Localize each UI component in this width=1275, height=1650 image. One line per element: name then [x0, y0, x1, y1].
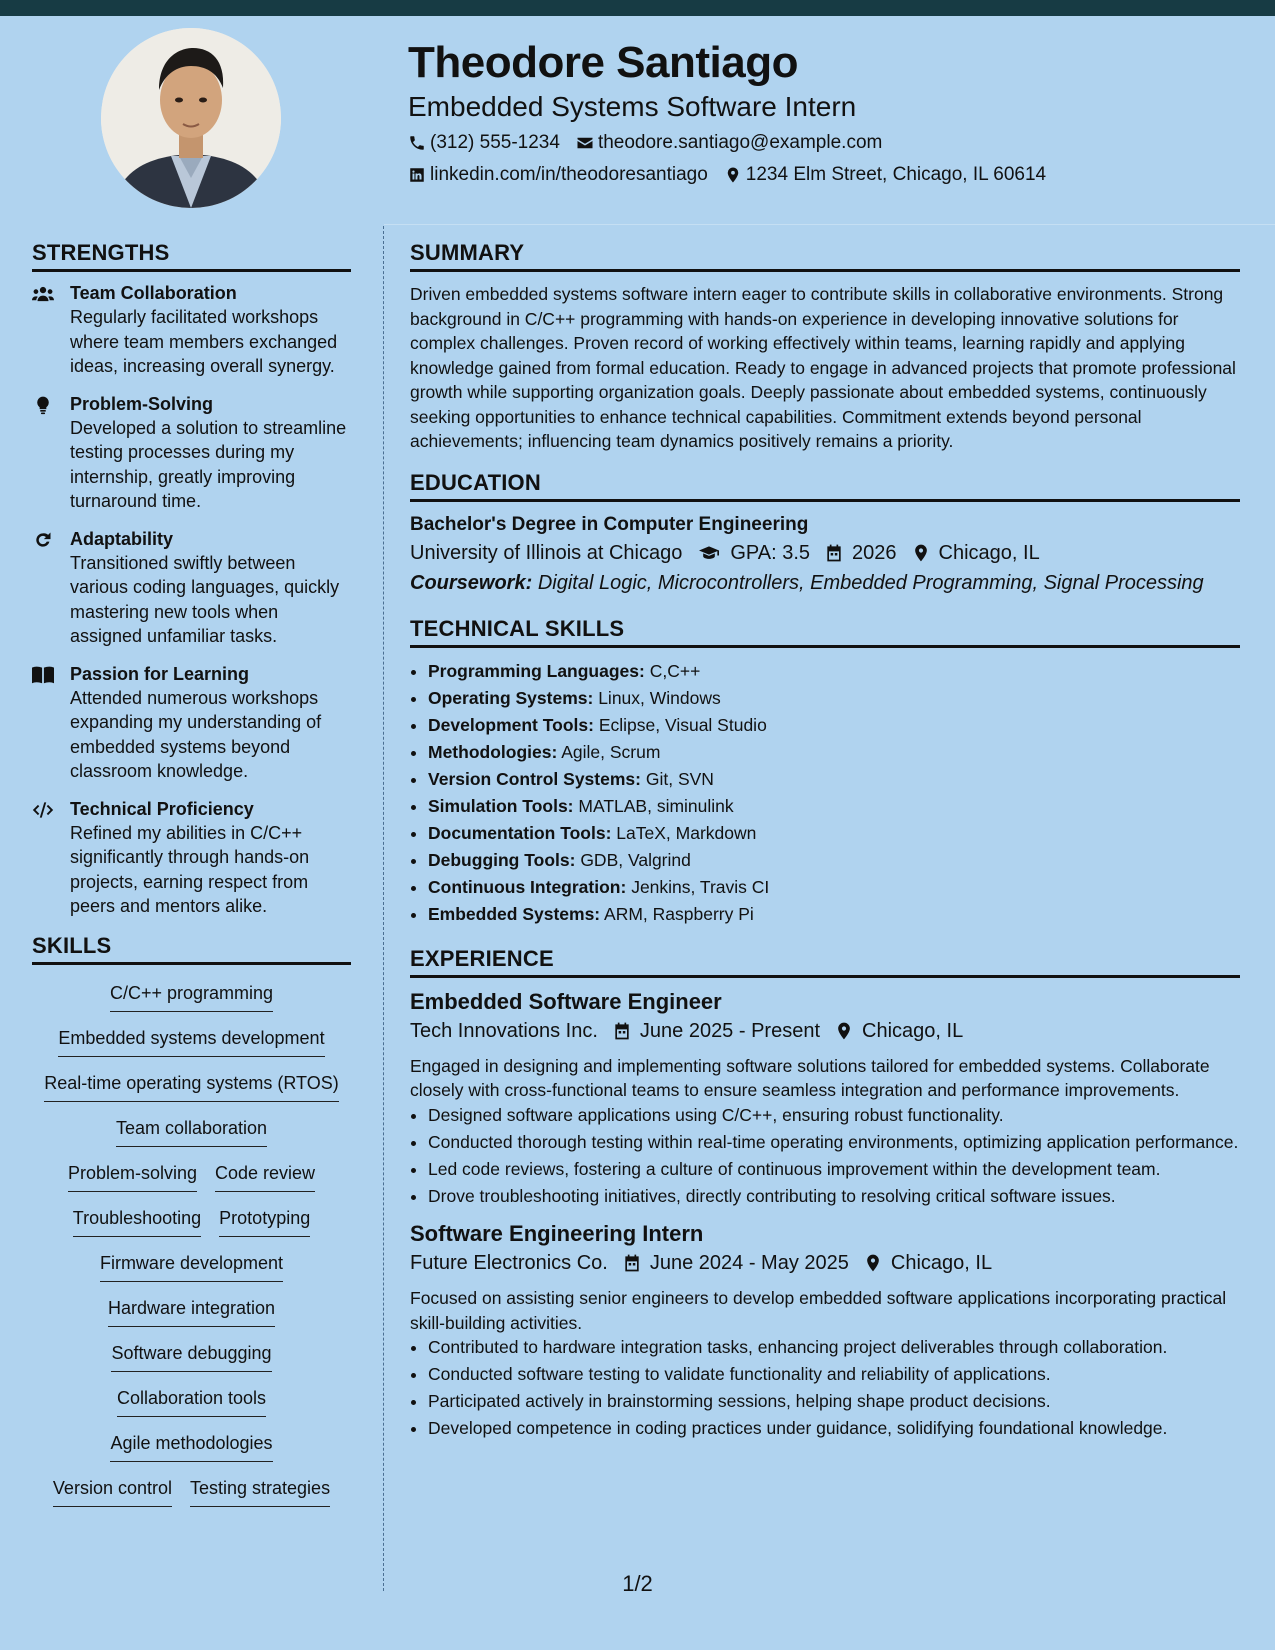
list-item: • Development Tools: Eclipse, Visual Studio: [428, 712, 1240, 739]
skill-tag: Version control: [53, 1476, 172, 1507]
calendar-icon: [824, 543, 844, 563]
strength-desc: Refined my abilities in C/C++ significantly through hands-on projects, earning respect from peers and mentors alike.: [70, 822, 310, 916]
envelope-icon: [576, 134, 594, 152]
job-entry: [410, 1220, 1240, 1441]
education-gpa: [696, 538, 810, 568]
education-location: [911, 538, 1040, 568]
skill-tag: Hardware integration: [108, 1296, 275, 1327]
rotate-icon: [32, 530, 54, 550]
skills-list: [32, 975, 351, 1521]
coursework-text: Digital Logic, Microcontrollers, Embedded Programming, Signal Processing: [537, 571, 1204, 594]
email-contact[interactable]: [576, 132, 882, 154]
education-degree: Bachelor's Degree in Computer Engineering: [410, 513, 809, 535]
experience-title: EXPERIENCE: [410, 946, 1240, 978]
skill-tag: Testing strategies: [190, 1476, 330, 1507]
gpa-text: GPA: 3.5: [730, 541, 811, 564]
list-item: • Simulation Tools: MATLAB, siminulink: [428, 793, 1240, 820]
address-contact: [724, 164, 1046, 186]
users-icon: [32, 284, 54, 304]
strength-desc: Attended numerous workshops expanding my understanding of embedded systems beyond classroom knowledge.: [70, 687, 322, 781]
linkedin-icon: [408, 166, 426, 184]
list-item: • Designed software applications using C/C++, ensuring robust functionality.: [428, 1103, 1240, 1128]
skill-tag: Real-time operating systems (RTOS): [44, 1071, 338, 1102]
year-text: 2026: [852, 541, 897, 564]
list-item: • Version Control Systems: Git, SVN: [428, 766, 1240, 793]
job-dates: June 2025 - Present: [612, 1016, 820, 1046]
job-company: Tech Innovations Inc.: [410, 1019, 598, 1042]
job-meta: [410, 1016, 1240, 1046]
skill-tag: Agile methodologies: [110, 1431, 272, 1462]
linkedin-text: linkedin.com/in/theodoresantiago: [430, 163, 708, 185]
skill-tag: Prototyping: [219, 1206, 310, 1237]
list-item: • Methodologies: Agile, Scrum: [428, 739, 1240, 766]
skill-tag: Code review: [215, 1161, 315, 1192]
linkedin-contact[interactable]: [408, 164, 708, 186]
map-pin-icon: [834, 1021, 854, 1041]
graduation-cap-icon: [696, 543, 722, 563]
strength-desc: Developed a solution to streamline testing processes during my internship, greatly improving turnaround time.: [70, 417, 347, 511]
strength-title: Team Collaboration: [70, 283, 237, 303]
skill-tag: Troubleshooting: [73, 1206, 201, 1237]
page-number: 1/2: [622, 1571, 653, 1596]
strength-desc: Transitioned swiftly between various coding languages, quickly mastering new tools when assigned unfamiliar tasks.: [70, 552, 340, 646]
map-pin-icon: [724, 166, 742, 184]
location-text: Chicago, IL: [938, 541, 1040, 564]
list-item: • Participated actively in brainstorming sessions, helping shape product decisions.: [428, 1389, 1240, 1414]
job-meta: [410, 1248, 1240, 1278]
strength-title: Technical Proficiency: [70, 798, 254, 819]
contact-row-1: [408, 132, 1248, 154]
list-item: • Led code reviews, fostering a culture of continuous improvement within the development team.: [428, 1157, 1240, 1182]
job-location: Chicago, IL: [834, 1016, 963, 1046]
skill-tag: Problem-solving: [68, 1161, 197, 1192]
summary-text: Driven embedded systems software intern eager to contribute skills in collaborative environments. Strong background in C/C++ programming with hands-on experience in developing innovative solutions for complex challenges. Proven record of working effectively within teams, learning rapidly and applying knowledge gained from formal education. Ready to engage in advanced projects that promote professional growth while supporting organization goals. Deeply passionate about embedded systems, continuously seeking opportunities to enhance technical capabilities. Commitment extends beyond personal achievements; influencing team dynamics positively remains a priority.: [410, 284, 1236, 451]
resume-header: [408, 40, 1248, 186]
job-entry: [410, 988, 1240, 1209]
strength-title: Problem-Solving: [70, 393, 214, 414]
strength-desc: Regularly facilitated workshops where team members exchanged ideas, increasing overall synergy.: [70, 307, 338, 376]
phone-text: (312) 555-1234: [430, 131, 560, 153]
technical-skills-list: [410, 658, 1240, 928]
list-item: • Debugging Tools: GDB, Valgrind: [428, 847, 1240, 874]
skill-tag: Software debugging: [111, 1341, 271, 1372]
list-item: • Drove troubleshooting initiatives, directly contributing to resolving critical software issues.: [428, 1184, 1240, 1209]
lightbulb-icon: [32, 395, 54, 415]
list-item: • Embedded Systems: ARM, Raspberry Pi: [428, 901, 1240, 928]
list-item: • Continuous Integration: Jenkins, Travis CI: [428, 874, 1240, 901]
education-title: EDUCATION: [410, 470, 1240, 502]
skills-title: SKILLS: [32, 933, 351, 965]
job-location: Chicago, IL: [863, 1248, 992, 1278]
address-text: 1234 Elm Street, Chicago, IL 60614: [745, 163, 1047, 185]
job-bullets: [410, 1103, 1240, 1209]
strengths-title: STRENGTHS: [32, 240, 351, 272]
list-item: • Developed competence in coding practices under guidance, solidifying foundational knowledge.: [428, 1416, 1240, 1441]
education-year: [824, 538, 897, 568]
column-divider: [383, 226, 384, 1591]
calendar-icon: [622, 1253, 642, 1273]
header-separator: [384, 224, 1275, 225]
right-column: [410, 240, 1240, 1453]
calendar-icon: [612, 1021, 632, 1041]
phone-icon: [408, 134, 426, 152]
technical-skills-title: TECHNICAL SKILLS: [410, 616, 1240, 648]
job-description: Engaged in designing and implementing software solutions tailored for embedded systems. Collaborate closely with cross-functional teams to ensure seamless integration and performance improvements.: [410, 1055, 1210, 1100]
list-item: • Conducted thorough testing within real-time operating environments, optimizing application performance.: [428, 1130, 1240, 1155]
contact-row-2: [408, 164, 1248, 186]
skill-tag: Firmware development: [100, 1251, 283, 1282]
candidate-name: Theodore Santiago: [408, 38, 798, 87]
job-company: Future Electronics Co.: [410, 1252, 608, 1274]
phone-contact[interactable]: [408, 132, 560, 154]
job-description: Focused on assisting senior engineers to develop embedded software applications incorporating practical skill-building activities.: [410, 1288, 1227, 1333]
list-item: • Documentation Tools: LaTeX, Markdown: [428, 820, 1240, 847]
email-text: theodore.santiago@example.com: [597, 131, 883, 153]
job-dates: June 2024 - May 2025: [622, 1248, 849, 1278]
job-title: Software Engineering Intern: [410, 1221, 704, 1246]
summary-title: SUMMARY: [410, 240, 1240, 272]
profile-photo: [101, 28, 281, 208]
map-pin-icon: [911, 543, 931, 563]
strength-title: Adaptability: [70, 528, 174, 549]
skill-tag: C/C++ programming: [110, 981, 273, 1012]
list-item: • Contributed to hardware integration tasks, enhancing project deliverables through collaboration.: [428, 1335, 1240, 1360]
education-meta: [410, 538, 1240, 568]
strength-item: [32, 798, 351, 919]
map-pin-icon: [863, 1253, 883, 1273]
coursework-label: Coursework:: [410, 571, 533, 594]
coursework: [410, 568, 1240, 598]
education-school: University of Illinois at Chicago: [410, 541, 683, 564]
strength-item: [32, 528, 351, 649]
book-icon: [32, 665, 54, 685]
job-title: Embedded Software Engineer: [410, 988, 722, 1014]
list-item: • Operating Systems: Linux, Windows: [428, 685, 1240, 712]
top-bar: [0, 0, 1275, 16]
list-item: • Programming Languages: C,C++: [428, 658, 1240, 685]
skill-tag: Collaboration tools: [117, 1386, 266, 1417]
skill-tag: Team collaboration: [116, 1116, 267, 1147]
left-column: [32, 240, 351, 1521]
strength-item: [32, 282, 351, 379]
strength-title: Passion for Learning: [70, 663, 250, 684]
strength-item: [32, 393, 351, 514]
code-icon: [32, 800, 54, 820]
skill-tag: Embedded systems development: [58, 1026, 324, 1057]
strength-item: [32, 663, 351, 784]
job-bullets: [410, 1335, 1240, 1441]
candidate-role: Embedded Systems Software Intern: [408, 91, 857, 123]
list-item: • Conducted software testing to validate functionality and reliability of applications.: [428, 1362, 1240, 1387]
